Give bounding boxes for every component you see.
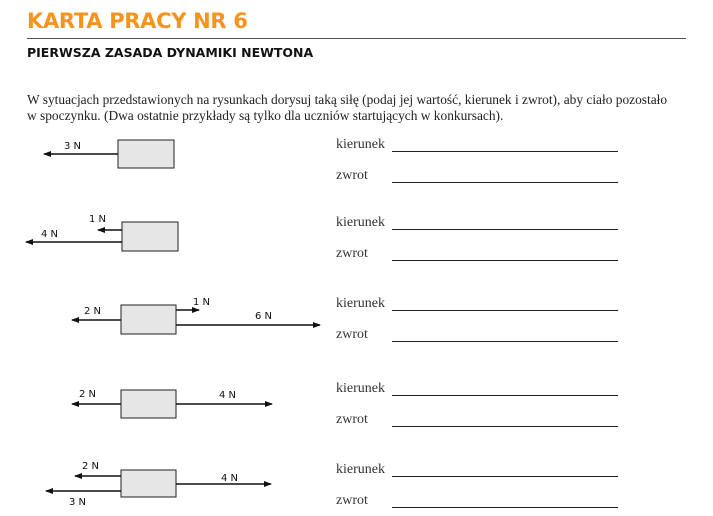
direction-answer-line[interactable]: [392, 476, 618, 477]
force-label: 3 N: [64, 141, 82, 152]
instructions-line-2: w spoczynku. (Dwa ostatnie przykłady są tylko dla uczniów startujących w konkursach).: [27, 108, 504, 123]
sense-label: zwrot: [336, 493, 368, 508]
direction-label: kierunek: [336, 462, 385, 477]
direction-label: kierunek: [336, 215, 385, 230]
direction-label: kierunek: [336, 296, 385, 311]
body-block: [118, 140, 174, 168]
force-label: 4 N: [219, 390, 237, 401]
body-block: [122, 222, 178, 251]
force-label: 1 N: [193, 297, 211, 308]
force-label: 1 N: [89, 214, 107, 225]
exercise-1-diagram: [44, 140, 174, 168]
sense-answer-line[interactable]: [392, 507, 618, 508]
force-label: 4 N: [221, 473, 239, 484]
force-label: 6 N: [255, 311, 273, 322]
direction-answer-line[interactable]: [392, 310, 618, 311]
sense-answer-line[interactable]: [392, 341, 618, 342]
sense-label: zwrot: [336, 246, 368, 261]
direction-label: kierunek: [336, 137, 385, 152]
force-label: 4 N: [41, 229, 59, 240]
direction-answer-line[interactable]: [392, 229, 618, 230]
exercise-4-diagram: [72, 389, 272, 418]
instructions-line-1: W sytuacjach przedstawionych na rysunkach dorysuj taką siłę (podaj jej wartość, kierunek i zwrot), aby ciało pozostało: [27, 92, 668, 107]
body-block: [121, 390, 176, 418]
worksheet-title: KARTA PRACY NR 6: [27, 9, 248, 33]
force-label: 2 N: [82, 461, 100, 472]
body-block: [121, 470, 176, 497]
exercise-3-diagram: [72, 297, 320, 334]
exercise-2-diagram: [26, 214, 178, 251]
exercise-5-diagram: [46, 461, 271, 508]
sense-label: zwrot: [336, 327, 368, 342]
force-label: 3 N: [69, 497, 87, 508]
direction-answer-line[interactable]: [392, 395, 618, 396]
body-block: [121, 305, 176, 334]
worksheet-subtitle: PIERWSZA ZASADA DYNAMIKI NEWTONA: [27, 45, 314, 60]
direction-answer-line[interactable]: [392, 151, 618, 152]
sense-answer-line[interactable]: [392, 182, 618, 183]
sense-answer-line[interactable]: [392, 426, 618, 427]
sense-label: zwrot: [336, 412, 368, 427]
direction-label: kierunek: [336, 381, 385, 396]
force-label: 2 N: [79, 389, 97, 400]
sense-answer-line[interactable]: [392, 260, 618, 261]
force-label: 2 N: [84, 306, 102, 317]
sense-label: zwrot: [336, 168, 368, 183]
